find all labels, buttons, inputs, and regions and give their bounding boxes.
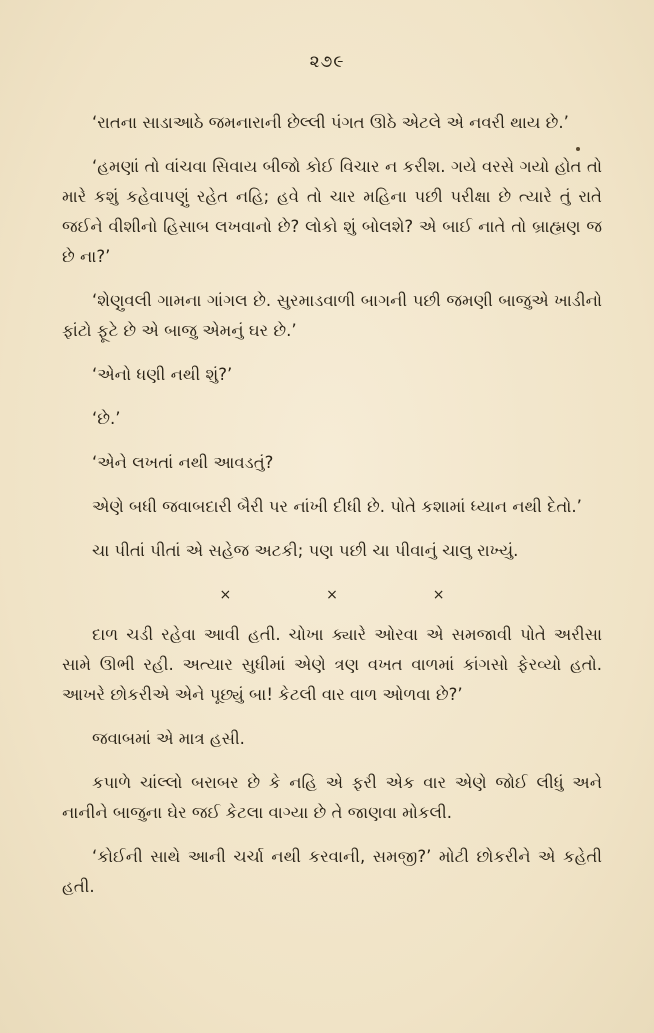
paragraph: ‘રાતના સાડાઆઠે જમનારાની છેલ્લી પંગત ઊઠે એટલે એ નવરી થાય છે.’ (92, 113, 569, 132)
paragraph: ‘હમણાં તો વાંચવા સિવાય બીજો કોઈ વિચાર ન કરીશ. ગયે વરસે ગયો હોત તો મારે કશું કહેવાપણું રહેત નહિ; હવે તો ચાર મહિના પછી પરીક્ષા છે ત્યારે તું રાતે જઈને વીશીનો હિસાબ લખવાનો છે? લોકો શું બોલશે? એ બાઈ નાતે તો બ્રાહ્મણ જ છે ના?’ (62, 157, 602, 266)
separator-mark: × (326, 587, 338, 603)
paragraph: ચા પીતાં પીતાં એ સહેજ અટકી; પણ પછી ચા પીવાનું ચાલુ રાખ્યું. (92, 541, 519, 560)
paragraph: ‘શેણુવલી ગામના ગાંગલ છે. સુરમાડવાળી બાગની પછી જમણી બાજુએ ખાડીનો ફાંટો ફૂટે છે એ બાજુ એમનું ઘર છે.’ (62, 291, 602, 340)
page-body (62, 108, 602, 916)
separator-mark: × (432, 587, 445, 603)
paragraph: ‘એને લખતાં નથી આવડતું? (92, 453, 274, 472)
paragraph: ‘કોઈની સાથે આની ચર્ચા નથી કરવાની, સમજી?’ મોટી છોકરીને એ કહેતી હતી. (62, 847, 602, 896)
paragraph: જવાબમાં એ માત્ર હસી. (92, 729, 245, 748)
paragraph: કપાળે ચાંલ્લો બરાબર છે કે નહિ એ ફરી એક વાર એણે જોઈ લીધું અને નાનીને બાજુના ઘેર જઈ કેટલા વાગ્યા છે તે જાણવા મોકલી. (62, 773, 602, 822)
paragraph: ‘છે.’ (92, 409, 121, 428)
paragraph: દાળ ચડી રહેવા આવી હતી. ચોખા ક્યારે ઓરવા એ સમજાવી પોતે અરીસા સામે ઊભી રહી. અત્યાર સુધીમાં એણે ત્રણ વખત વાળમાં કાંગસો ફેરવ્યો હતો. આખરે છોકરીએ એને પૂછ્યું બા! કેટલી વાર વાળ ઓળવા છે?’ (62, 625, 602, 704)
page-number: ૨૭૯ (309, 52, 345, 72)
paragraph: એણે બધી જવાબદારી બૈરી પર નાંખી દીધી છે. પોતે કશામાં ધ્યાન નથી દેતો.’ (92, 497, 582, 516)
section-separator (172, 580, 492, 610)
separator-mark: × (219, 587, 232, 603)
paragraph: ‘એનો ધણી નથી શું?’ (92, 365, 233, 384)
